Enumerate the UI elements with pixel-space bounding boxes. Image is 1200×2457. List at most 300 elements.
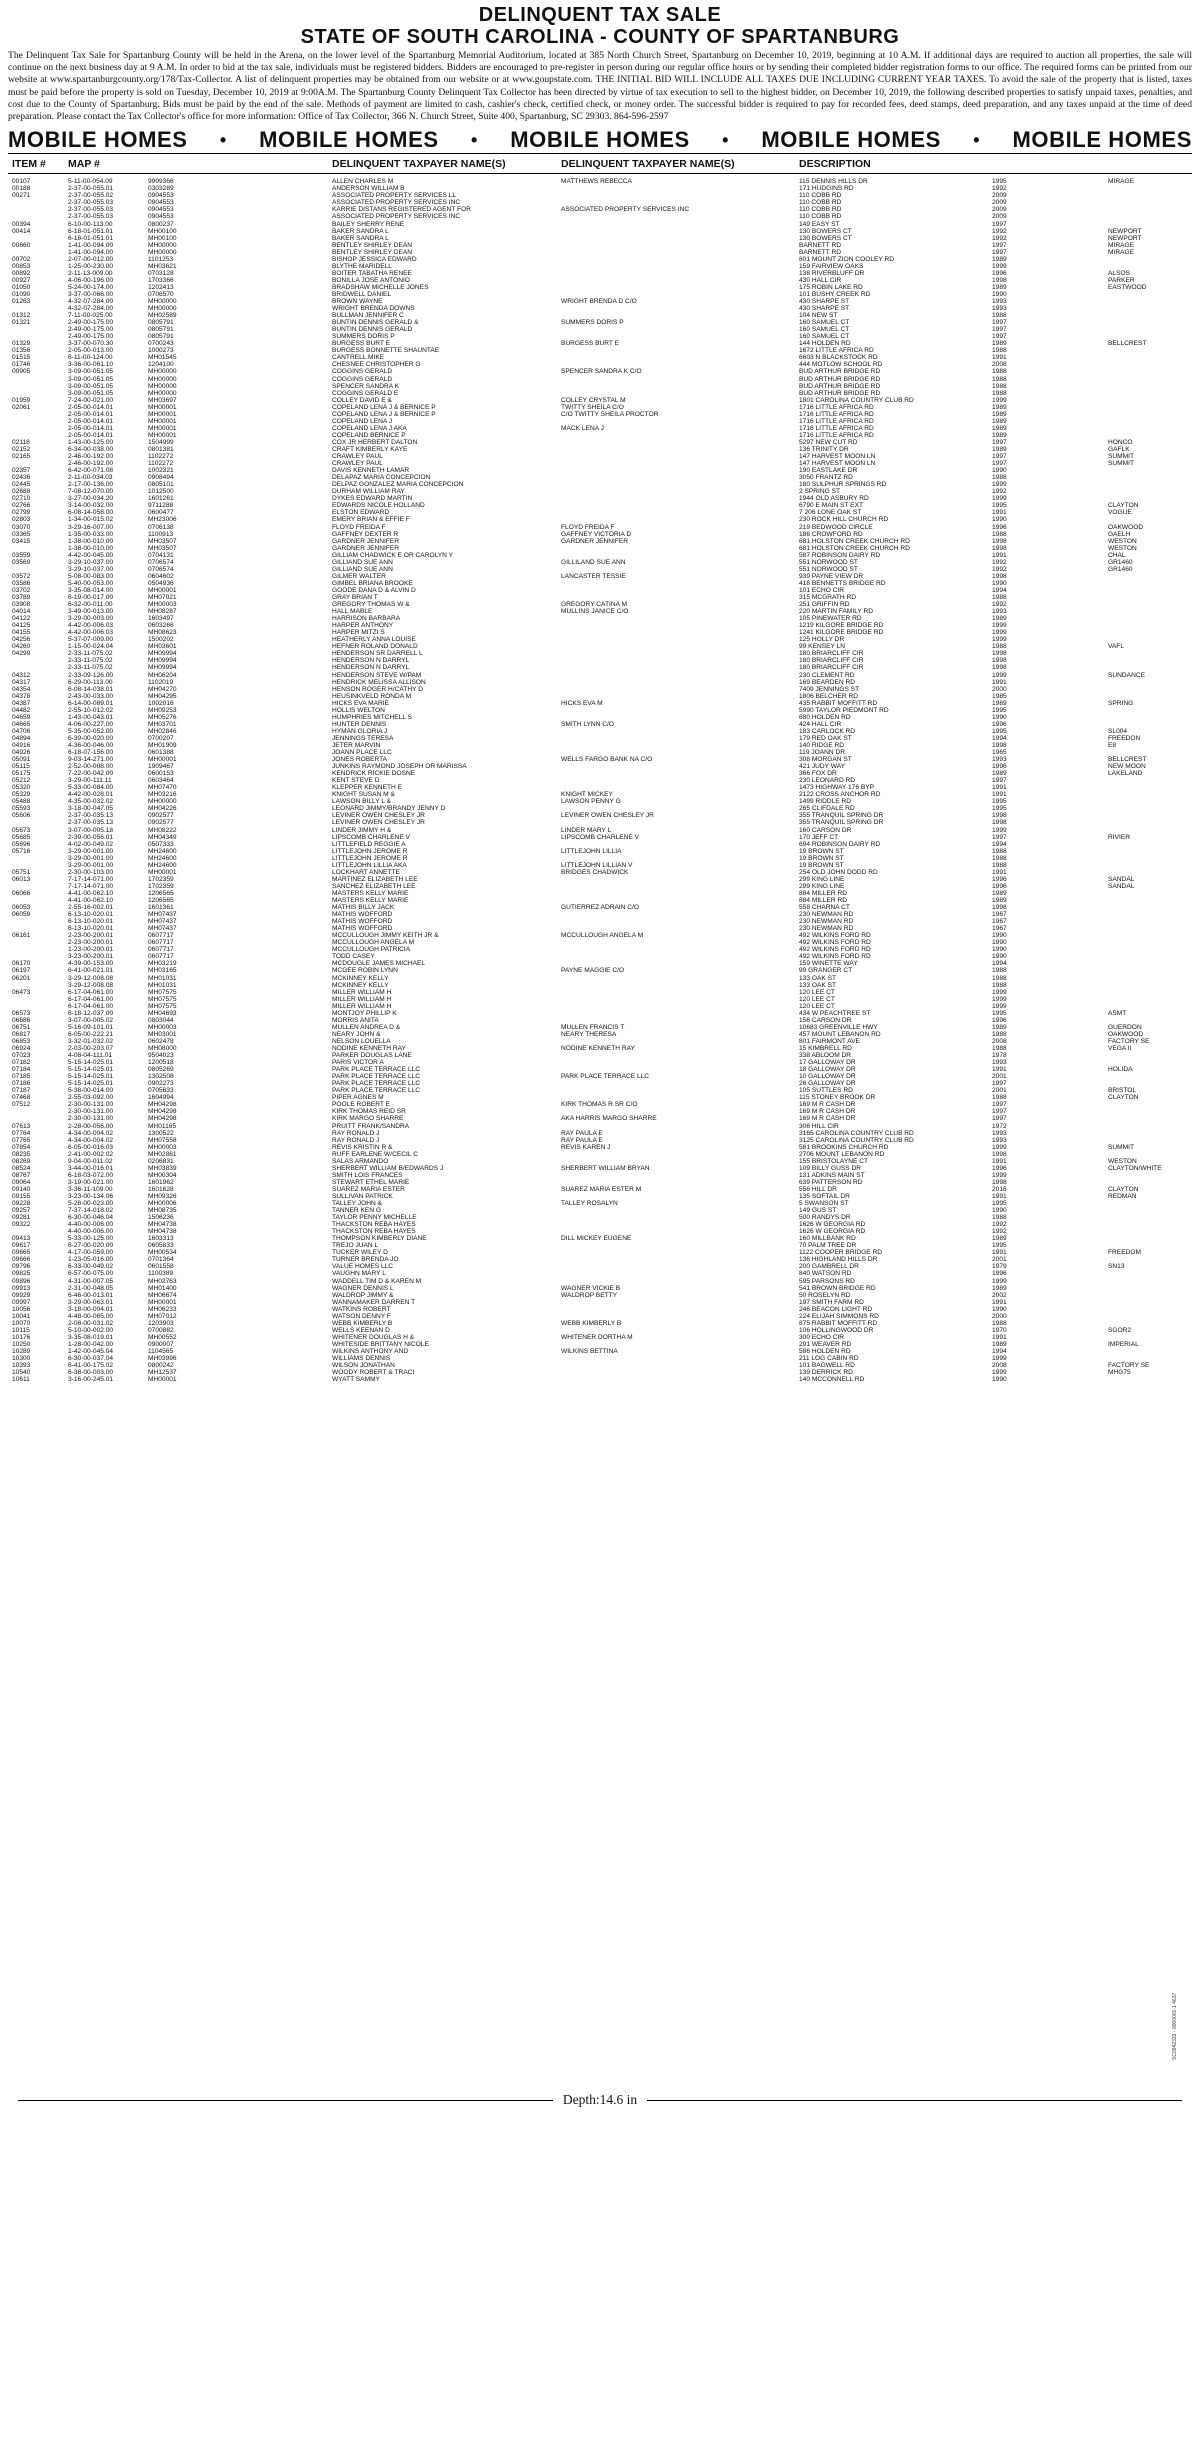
map-number: 3-49-00-013.00 bbox=[68, 608, 114, 616]
description: 17 GALLOWAY DR bbox=[799, 1059, 856, 1067]
column-headers bbox=[8, 158, 1192, 174]
tax-map-code: MH08287 bbox=[148, 608, 177, 616]
description: 1716 LITTLE AFRICA RD bbox=[799, 417, 874, 425]
year: 1995 bbox=[992, 706, 1007, 714]
tax-map-code: 1203903 bbox=[148, 1319, 174, 1327]
map-number: 6-17-04-061.00 bbox=[68, 995, 114, 1003]
table-row bbox=[8, 340, 1192, 347]
map-number: 4-36-00-046.00 bbox=[68, 741, 114, 749]
tax-map-code: 0908494 bbox=[148, 474, 174, 482]
tax-map-code: 0703128 bbox=[148, 269, 174, 277]
table-row bbox=[8, 1052, 1192, 1059]
table-row bbox=[8, 488, 1192, 495]
map-number: 2-37-00-055.03 bbox=[68, 206, 114, 214]
map-number: 6-08-14-058.00 bbox=[68, 509, 114, 517]
tax-map-code: 0805269 bbox=[148, 1066, 174, 1074]
table-row bbox=[8, 960, 1192, 967]
year: 2008 bbox=[992, 361, 1007, 369]
tax-map-code: 0504936 bbox=[148, 579, 174, 587]
map-number: 1-38-00-010.00 bbox=[68, 544, 114, 552]
tax-map-code: 0902577 bbox=[148, 819, 174, 827]
year: 1999 bbox=[992, 262, 1007, 270]
taxpayer-name-2: C/O TWITTY SHEILA PROCTOR bbox=[561, 410, 659, 418]
taxpayer-name: KIRK THOMAS REID SR bbox=[332, 1108, 406, 1116]
map-number: 2-05-00-014.01 bbox=[68, 410, 114, 418]
item-number: 09281 bbox=[12, 1214, 31, 1222]
year: 1998 bbox=[992, 276, 1007, 284]
map-number: 4-08-04-111.01 bbox=[68, 1052, 113, 1060]
item-number: 06924 bbox=[12, 1044, 31, 1052]
table-row bbox=[8, 594, 1192, 601]
table-row bbox=[8, 1038, 1192, 1045]
map-number: 4-34-00-004.02 bbox=[68, 1129, 114, 1137]
map-number: 2-49-00-175.00 bbox=[68, 319, 114, 327]
description: 587 ROBINSON DAIRY RD bbox=[799, 551, 881, 559]
tax-map-code: 1504999 bbox=[148, 438, 174, 446]
table-row bbox=[8, 481, 1192, 488]
table-row bbox=[8, 1186, 1192, 1193]
year: 1998 bbox=[992, 819, 1007, 827]
table-row bbox=[8, 418, 1192, 425]
table-row bbox=[8, 777, 1192, 784]
table-row bbox=[8, 897, 1192, 904]
make: GR1460 bbox=[1108, 558, 1133, 566]
taxpayer-name: KNIGHT SUSAN M & bbox=[332, 791, 395, 799]
taxpayer-name: JUNKINS RAYMOND JOSEPH OR MARISSA bbox=[332, 763, 467, 771]
year: 1997 bbox=[992, 1115, 1007, 1123]
table-row bbox=[8, 1341, 1192, 1348]
item-number: 06161 bbox=[12, 932, 31, 940]
item-number: 02688 bbox=[12, 488, 31, 496]
item-number: 07023 bbox=[12, 1052, 31, 1060]
description: 680 HOLDEN RD bbox=[799, 713, 851, 721]
make: SANDAL bbox=[1108, 875, 1135, 883]
item-number: 01959 bbox=[12, 396, 31, 404]
taxpayer-name: VALUE HOMES LLC bbox=[332, 1263, 394, 1271]
taxpayer-name: MCDOUGLE JAMES MICHAEL bbox=[332, 960, 426, 968]
taxpayer-name: MATHIS BILLY JACK bbox=[332, 904, 395, 912]
description: 355 TRANQUIL SPRING DR bbox=[799, 812, 884, 820]
map-number: 6-41-00-021.01 bbox=[68, 967, 114, 975]
item-number: 09064 bbox=[12, 1178, 31, 1186]
map-number: 3-32-01-032.02 bbox=[68, 1037, 114, 1045]
tax-map-code: 0904553 bbox=[148, 213, 174, 221]
table-row bbox=[8, 552, 1192, 559]
taxpayer-name: MONTJOY PHILLIP K bbox=[332, 1009, 397, 1017]
year: 1989 bbox=[992, 424, 1007, 432]
description: 110 COBB RD bbox=[799, 192, 842, 200]
tax-map-code: MH07558 bbox=[148, 1136, 177, 1144]
taxpayer-name-2: WHITENER DORTHA M bbox=[561, 1333, 633, 1341]
map-number: 2-30-00-131.00 bbox=[68, 1101, 114, 1109]
tax-map-code: MH01400 bbox=[148, 1284, 177, 1292]
make: HONCO bbox=[1108, 438, 1133, 446]
table-row bbox=[8, 347, 1192, 354]
tax-map-code: 0704131 bbox=[148, 551, 174, 559]
map-number: 4-06-00-196.00 bbox=[68, 276, 114, 284]
table-row bbox=[8, 1066, 1192, 1073]
map-number: 5-16-09-101.01 bbox=[68, 1023, 114, 1031]
map-number: 4-17-00-059.00 bbox=[68, 1249, 114, 1257]
tax-map-code: MH00006 bbox=[148, 1200, 177, 1208]
make: OAKWOOD bbox=[1108, 1030, 1144, 1038]
map-number: 7-24-00-021.00 bbox=[68, 396, 114, 404]
tax-map-code: MH03216 bbox=[148, 791, 177, 799]
tax-map-code: 0701364 bbox=[148, 1256, 174, 1264]
description: 3125 CAROLINA COUNTRY CLUB RD bbox=[799, 1136, 914, 1144]
tax-map-code: MH00001 bbox=[148, 403, 177, 411]
table-row bbox=[8, 608, 1192, 615]
map-number: 5-38-00-014.00 bbox=[68, 1087, 114, 1095]
tax-map-code: MH06204 bbox=[148, 671, 177, 679]
item-number: 10056 bbox=[12, 1305, 31, 1313]
description: 101 BAGWELL RD bbox=[799, 1362, 855, 1370]
taxpayer-name-2: KIRK THOMAS R SR C/O bbox=[561, 1101, 638, 1109]
tax-map-code: MH04270 bbox=[148, 685, 177, 693]
taxpayer-name-2: SUMMERS DORIS P bbox=[561, 319, 624, 327]
table-row bbox=[8, 1235, 1192, 1242]
make: BELLCREST bbox=[1108, 340, 1147, 348]
map-number: 1-34-00-015.02 bbox=[68, 516, 114, 524]
year: 1990 bbox=[992, 1207, 1007, 1215]
year: 1991 bbox=[992, 354, 1007, 362]
description: 147 HARVEST MOON LN bbox=[799, 460, 876, 468]
description: 160 SAMUEL CT bbox=[799, 333, 850, 341]
year: 1997 bbox=[992, 833, 1007, 841]
item-number: 04378 bbox=[12, 692, 31, 700]
taxpayer-name: WADDELL TIM D & KAREN M bbox=[332, 1277, 422, 1285]
item-number: 02766 bbox=[12, 502, 31, 510]
taxpayer-name: BURGESS BURT E bbox=[332, 340, 391, 348]
item-number: 09140 bbox=[12, 1185, 31, 1193]
year: 2000 bbox=[992, 685, 1007, 693]
make: BRISTOL bbox=[1108, 1087, 1137, 1095]
description: 169 M R CASH DR bbox=[799, 1108, 856, 1116]
tax-map-code: MH00000 bbox=[148, 305, 177, 313]
year: 1997 bbox=[992, 1080, 1007, 1088]
year: 1978 bbox=[992, 1052, 1007, 1060]
tax-map-code: 0507333 bbox=[148, 840, 174, 848]
map-number: 1-42-00-045.04 bbox=[68, 1348, 114, 1355]
table-row bbox=[8, 1115, 1192, 1122]
taxpayer-name: TODD CASEY bbox=[332, 953, 375, 961]
year: 1994 bbox=[992, 1348, 1007, 1355]
description: 7 206 LONE OAK ST bbox=[799, 509, 862, 517]
table-row bbox=[8, 1123, 1192, 1130]
year: 2000 bbox=[992, 1312, 1007, 1320]
year: 2001 bbox=[992, 1256, 1007, 1264]
tax-map-code: MH07575 bbox=[148, 995, 177, 1003]
table-row bbox=[8, 1193, 1192, 1200]
item-number: 10393 bbox=[12, 1362, 31, 1370]
make: WESTON bbox=[1108, 544, 1137, 552]
taxpayer-name: HEATHERLY ANNA LOUISE bbox=[332, 636, 416, 644]
year: 1989 bbox=[992, 1023, 1007, 1031]
table-row bbox=[8, 834, 1192, 841]
taxpayer-name: MATHIS WOFFORD bbox=[332, 925, 393, 933]
item-number: 05115 bbox=[12, 763, 30, 771]
year: 1970 bbox=[992, 1326, 1007, 1334]
column-header-map: MAP # bbox=[68, 158, 100, 171]
tax-map-code: MH04738 bbox=[148, 1228, 177, 1236]
map-number: 3-07-00-005.02 bbox=[68, 1016, 114, 1024]
taxpayer-name-2: LITTLEJOHN LILLIAN V bbox=[561, 861, 633, 869]
table-row bbox=[8, 559, 1192, 566]
map-number: 6-11-00-124.00 bbox=[68, 354, 113, 362]
tax-map-code: 0607717 bbox=[148, 939, 174, 947]
item-number: 10070 bbox=[12, 1319, 31, 1327]
make: NEWPORT bbox=[1108, 234, 1142, 242]
description: 230 LEONARD RD bbox=[799, 777, 856, 785]
map-number: 2-33-11-075.02 bbox=[68, 650, 113, 658]
year: 1988 bbox=[992, 967, 1007, 975]
description: 6603 N BLACKSTOCK RD bbox=[799, 354, 878, 362]
year: 1998 bbox=[992, 904, 1007, 912]
map-number: 2-30-00-103.00 bbox=[68, 868, 114, 876]
tax-map-code: MH03507 bbox=[148, 544, 177, 552]
map-number: 6-10-00-113.00 bbox=[68, 220, 113, 228]
taxpayer-name: BISHOP JESSICA EDWARD bbox=[332, 255, 417, 263]
map-number: 7-08-12-070.00 bbox=[68, 488, 114, 496]
taxpayer-name: HYMAN GLORIA J bbox=[332, 727, 388, 735]
description: 133 OAK ST bbox=[799, 981, 837, 989]
make: SGOR2 bbox=[1108, 1326, 1132, 1334]
map-number: 3-23-00-134.06 bbox=[68, 1192, 114, 1200]
table-row bbox=[8, 1101, 1192, 1108]
table-row bbox=[8, 784, 1192, 791]
year: 1990 bbox=[992, 516, 1007, 524]
map-number: 2-31-00-048.05 bbox=[68, 1284, 114, 1292]
description: 230 NEWMAN RD bbox=[799, 918, 854, 926]
description: 190 EASTLAKE DR bbox=[799, 467, 858, 475]
table-row bbox=[8, 862, 1192, 869]
item-number: 01090 bbox=[12, 290, 31, 298]
table-row bbox=[8, 1017, 1192, 1024]
item-number: 03586 bbox=[12, 579, 31, 587]
tax-map-code: MH00552 bbox=[148, 1333, 177, 1341]
taxpayer-name: BULLMAN JENNIFER C bbox=[332, 312, 404, 320]
map-number: 2-49-00-175.00 bbox=[68, 326, 114, 334]
make: BELLCREST bbox=[1108, 756, 1147, 764]
map-number: 3-29-10-037.00 bbox=[68, 565, 114, 573]
taxpayer-name-2: PARK PLACE TERRACE LLC bbox=[561, 1073, 650, 1081]
tax-map-code: MH04226 bbox=[148, 805, 177, 813]
table-row bbox=[8, 876, 1192, 883]
taxpayer-name: BUNTIN DENNIS GERALD & bbox=[332, 319, 419, 327]
year: 1999 bbox=[992, 495, 1007, 503]
description: 19 BROWN ST bbox=[799, 861, 844, 869]
item-number: 03572 bbox=[12, 572, 31, 580]
description: 156 CARSON DR bbox=[799, 1016, 852, 1024]
description: 115 STONEY BROOK DR bbox=[799, 1094, 876, 1102]
description: 1499 RIDDLE RD bbox=[799, 798, 852, 806]
taxpayer-name: LITTLEJOHN JEROME R bbox=[332, 854, 408, 862]
item-number: 02436 bbox=[12, 474, 31, 482]
make: CLAYTON bbox=[1108, 1185, 1139, 1193]
map-number: 6-18-01-051.01 bbox=[68, 227, 114, 235]
tax-map-code: 1012500 bbox=[148, 488, 174, 496]
year: 1992 bbox=[992, 601, 1007, 609]
item-number: 05696 bbox=[12, 840, 31, 848]
taxpayer-name: EMERY BRIAN & EFFIE F bbox=[332, 516, 410, 524]
table-row bbox=[8, 1228, 1192, 1235]
table-row bbox=[8, 404, 1192, 411]
item-number: 05593 bbox=[12, 805, 31, 813]
year: 1990 bbox=[992, 932, 1007, 940]
year: 1995 bbox=[992, 798, 1007, 806]
taxpayer-name: ALLEN CHARLES M bbox=[332, 178, 394, 186]
item-number: 04706 bbox=[12, 727, 31, 735]
item-number: 06853 bbox=[12, 1037, 31, 1045]
year: 2009 bbox=[992, 199, 1007, 207]
taxpayer-name-2: HICKS EVA M bbox=[561, 699, 603, 707]
table-row bbox=[8, 495, 1192, 502]
map-number: 4-40-00-006.00 bbox=[68, 1228, 114, 1236]
description: 434 W PEACHTREE ST bbox=[799, 1009, 871, 1017]
taxpayer-name: TREJO JUAN L bbox=[332, 1242, 379, 1250]
year: 1990 bbox=[992, 1305, 1007, 1313]
table-row bbox=[8, 531, 1192, 538]
description: 1122 COOPER BRIDGE RD bbox=[799, 1249, 883, 1257]
item-number: 06013 bbox=[12, 875, 31, 883]
make: REDMAN bbox=[1108, 1192, 1137, 1200]
make: FREEDON bbox=[1108, 734, 1141, 742]
item-number: 03365 bbox=[12, 530, 31, 538]
description: 155 BRISTOLAYNE CT bbox=[799, 1157, 869, 1165]
year: 1988 bbox=[992, 1319, 1007, 1327]
table-row bbox=[8, 679, 1192, 686]
taxpayer-name-2: MULLEN FRANCIS T bbox=[561, 1023, 625, 1031]
map-number: 6-05-00-016.03 bbox=[68, 1143, 114, 1151]
description: 99 GRANGER CT bbox=[799, 967, 853, 975]
map-number: 2-23-00-200.01 bbox=[68, 939, 114, 947]
item-number: 00892 bbox=[12, 269, 31, 277]
map-number: 2-08-00-031.02 bbox=[68, 1319, 114, 1327]
year: 1988 bbox=[992, 593, 1007, 601]
item-number: 04260 bbox=[12, 643, 31, 651]
map-number: 3-29-16-007.00 bbox=[68, 523, 114, 531]
item-number: 02799 bbox=[12, 509, 31, 517]
table-row bbox=[8, 432, 1192, 439]
tax-map-code: MH00000 bbox=[148, 375, 177, 383]
map-number: 1-43-00-125.00 bbox=[68, 438, 114, 446]
item-number: 00702 bbox=[12, 255, 31, 263]
tax-map-code: MH00000 bbox=[148, 382, 177, 390]
make: MIRAGE bbox=[1108, 178, 1135, 186]
taxpayer-name: WALDROP JIMMY & bbox=[332, 1291, 394, 1299]
year: 1997 bbox=[992, 220, 1007, 228]
map-number: 3-29-00-003.00 bbox=[68, 615, 114, 623]
year: 1989 bbox=[992, 889, 1007, 897]
description: 18 GALLOWAY DR bbox=[799, 1066, 856, 1074]
map-number: 4-02-00-049.02 bbox=[68, 840, 114, 848]
taxpayer-name: KENDRICK RICKIE DOSNE bbox=[332, 770, 416, 778]
description: 884 MILLER RD bbox=[799, 889, 848, 897]
table-row bbox=[8, 1207, 1192, 1214]
year: 1993 bbox=[992, 756, 1007, 764]
description: 219 BEDWOOD CIRCLE bbox=[799, 523, 873, 531]
taxpayer-name: WILKINS ANTHONY AND bbox=[332, 1348, 409, 1355]
item-number: 03559 bbox=[12, 551, 31, 559]
table-row bbox=[8, 622, 1192, 629]
item-number: 09929 bbox=[12, 1291, 31, 1299]
taxpayer-name: BAILEY SHERRY RENE bbox=[332, 220, 405, 228]
map-number: 2-37-00-035.13 bbox=[68, 812, 114, 820]
taxpayer-name: KARRIE DISTANS REGISTERED AGENT FOR bbox=[332, 206, 471, 214]
map-number: 2-37-00-055.01 bbox=[68, 185, 114, 193]
tax-map-code: 1000273 bbox=[148, 347, 174, 355]
taxpayer-name-2: WILKINS BETTINA bbox=[561, 1348, 618, 1355]
tax-map-code: MH06674 bbox=[148, 1291, 177, 1299]
description: 300 ECHO CIR bbox=[799, 1333, 845, 1341]
year: 1999 bbox=[992, 1369, 1007, 1377]
description: 840 WATSON RD bbox=[799, 1270, 852, 1278]
make: GR1460 bbox=[1108, 565, 1133, 573]
table-row bbox=[8, 700, 1192, 707]
item-number: 04665 bbox=[12, 720, 31, 728]
tax-map-code: MH00003 bbox=[148, 1023, 177, 1031]
year: 1985 bbox=[992, 692, 1007, 700]
map-number: 1-15-00-024.04 bbox=[68, 643, 114, 651]
taxpayer-name-2: GARDNER JENNIFER bbox=[561, 537, 629, 545]
map-number: 2-46-00-192.00 bbox=[68, 453, 114, 461]
tax-map-code: 1506236 bbox=[148, 1214, 174, 1222]
tax-map-code: MH09253 bbox=[148, 706, 177, 714]
item-number: 02061 bbox=[12, 403, 31, 411]
table-row bbox=[8, 580, 1192, 587]
item-number: 02710 bbox=[12, 495, 31, 503]
description: 875 RABBIT MOFFITT RD bbox=[799, 1319, 878, 1327]
table-row bbox=[8, 975, 1192, 982]
item-number: 08524 bbox=[12, 1164, 31, 1172]
taxpayer-name: MCGEE ROBIN LYNN bbox=[332, 967, 398, 975]
item-number: 06686 bbox=[12, 1016, 31, 1024]
description: 581 BROOKINS CHURCH RD bbox=[799, 1143, 889, 1151]
tax-map-code: MH09326 bbox=[148, 1192, 177, 1200]
year: 1993 bbox=[992, 298, 1007, 306]
map-number: 5-08-00-083.00 bbox=[68, 572, 114, 580]
map-number: 6-34-00-038.00 bbox=[68, 446, 114, 453]
map-number: 3-14-00-032.00 bbox=[68, 502, 114, 510]
item-number: 10041 bbox=[12, 1312, 31, 1320]
table-row bbox=[8, 650, 1192, 657]
table-row bbox=[8, 707, 1192, 714]
tax-map-code: MH00001 bbox=[148, 417, 177, 425]
description: 7409 JENNINGS ST bbox=[799, 685, 860, 693]
taxpayer-name-2: TWITTY SHEILA C/O bbox=[561, 403, 624, 411]
year: 1997 bbox=[992, 319, 1007, 327]
description: 265 CLIFDALE RD bbox=[799, 805, 855, 813]
taxpayer-name: BONILLA JOSE ANTONIO bbox=[332, 276, 410, 284]
table-row bbox=[8, 326, 1192, 333]
make: E8 bbox=[1108, 741, 1117, 749]
description: 556 HILL DR bbox=[799, 1185, 837, 1193]
item-number: 07468 bbox=[12, 1094, 31, 1102]
year: 1995 bbox=[992, 178, 1007, 186]
taxpayer-name-2: RAY PAULA E bbox=[561, 1136, 603, 1144]
make: WESTON bbox=[1108, 537, 1137, 545]
description: BUD ARTHUR BRIDGE RD bbox=[799, 389, 881, 397]
taxpayer-name: REVIS KRISTIN R & bbox=[332, 1143, 393, 1151]
taxpayer-name: MULLEN ANDREA D & bbox=[332, 1023, 401, 1031]
map-number: 2-05-00-014.01 bbox=[68, 403, 114, 411]
item-number: 06197 bbox=[12, 967, 31, 975]
taxpayer-name-2: WEBB KIMBERLY B bbox=[561, 1319, 622, 1327]
item-number: 09257 bbox=[12, 1207, 31, 1215]
tax-map-code: 0602478 bbox=[148, 1037, 174, 1045]
year: 1988 bbox=[992, 861, 1007, 869]
map-number: 4-42-00-006.03 bbox=[68, 622, 114, 630]
